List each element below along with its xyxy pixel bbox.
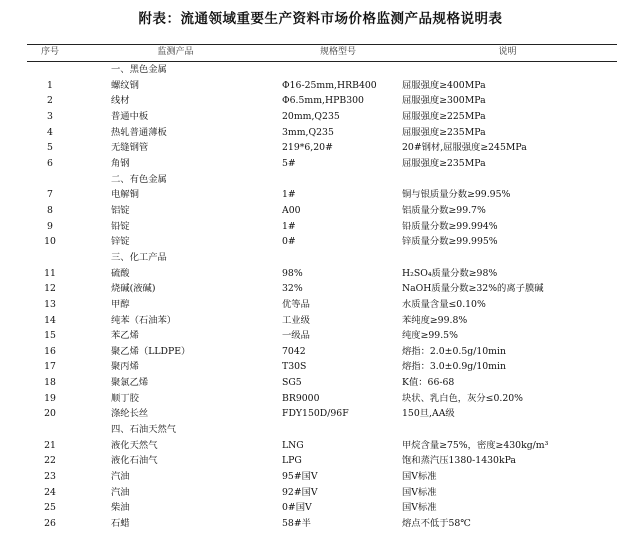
table-row — [27, 406, 617, 422]
description: 屈服强度≥400MPa — [402, 79, 486, 91]
spec-model: 0#国Ⅴ — [282, 502, 312, 514]
description: 国Ⅴ标准 — [402, 502, 437, 514]
description: 铜与银质量分数≥99.95% — [402, 189, 511, 201]
spec-model: 58#半 — [282, 518, 311, 530]
spec-model: Φ6.5mm,HPB300 — [282, 95, 364, 107]
description: 屈服强度≥300MPa — [402, 95, 486, 107]
product-name: 石蜡 — [111, 518, 130, 530]
row-number: 9 — [47, 220, 53, 232]
spec-model: 95#国Ⅴ — [282, 471, 318, 483]
spec-model: 98% — [282, 267, 303, 279]
row-number: 1 — [47, 79, 53, 91]
spec-model: 3mm,Q235 — [282, 126, 334, 138]
description: 饱和蒸汽压1380-1430kPa — [402, 455, 516, 467]
spec-model: 92#国Ⅴ — [282, 486, 318, 498]
row-number: 11 — [44, 267, 56, 279]
product-name: 角钢 — [111, 157, 130, 169]
spec-model: 7042 — [282, 345, 306, 357]
product-name: 聚乙烯（LLDPE） — [111, 345, 191, 357]
description: 铅质量分数≥99.994% — [402, 220, 498, 232]
description: 铝质量分数≥99.7% — [402, 204, 486, 216]
category-no-cell — [27, 172, 73, 188]
description: 甲烷含量≥75%，密度≥430kg/m³ — [402, 439, 549, 451]
category-no-cell — [27, 250, 73, 266]
table-header-row — [27, 45, 617, 62]
product-name: 甲醇 — [111, 298, 130, 310]
table-row — [27, 78, 617, 94]
row-number: 21 — [44, 439, 56, 451]
table-row — [27, 485, 617, 501]
row-number: 19 — [44, 392, 56, 404]
product-name: 纯苯（石油苯） — [111, 314, 177, 326]
spec-model: BR9000 — [282, 392, 320, 404]
product-name: 无缝钢管 — [111, 142, 149, 154]
description: 水质量含量≤0.10% — [402, 298, 486, 310]
table-row — [27, 313, 617, 329]
table-row — [27, 297, 617, 313]
row-number: 4 — [47, 126, 53, 138]
description: 国Ⅴ标准 — [402, 486, 437, 498]
product-name: 电解铜 — [111, 189, 139, 201]
category-row — [27, 62, 617, 78]
table-row — [27, 203, 617, 219]
table-row — [27, 328, 617, 344]
row-number: 22 — [44, 455, 56, 467]
product-name: 普通中板 — [111, 110, 149, 122]
spec-model: FDY150D/96F — [282, 408, 349, 420]
description: 块状、乳白色，灰分≤0.20% — [402, 392, 523, 404]
product-name: 线材 — [111, 95, 130, 107]
spec-model: 20mm,Q235 — [282, 110, 340, 122]
table-body — [27, 62, 617, 532]
row-number: 26 — [44, 518, 56, 530]
header-desc: 说明 — [398, 45, 617, 62]
category-label: 一、黑色金属 — [111, 64, 167, 75]
row-number: 3 — [47, 110, 53, 122]
category-no-cell — [27, 422, 73, 438]
table-row — [27, 125, 617, 141]
product-name: 柴油 — [111, 502, 130, 514]
description: 屈服强度≥225MPa — [402, 110, 486, 122]
product-name: 铅锭 — [111, 220, 130, 232]
product-name: 液化天然气 — [111, 439, 158, 451]
product-name: 铝锭 — [111, 204, 130, 216]
spec-model: SG5 — [282, 377, 302, 389]
spec-model: Φ16-25mm,HRB400 — [282, 79, 377, 91]
product-name: 液化石油气 — [111, 455, 158, 467]
spec-model: 工业级 — [282, 314, 310, 326]
table-row — [27, 516, 617, 532]
header-product: 监测产品 — [73, 45, 278, 62]
table-row — [27, 281, 617, 297]
product-name: 苯乙烯 — [111, 330, 139, 342]
row-number: 16 — [44, 345, 56, 357]
row-number: 5 — [47, 142, 53, 154]
product-name: 涤纶长丝 — [111, 408, 149, 420]
table-row — [27, 438, 617, 454]
description: 屈服强度≥235MPa — [402, 126, 486, 138]
product-name: 螺纹钢 — [111, 79, 139, 91]
header-no: 序号 — [27, 45, 73, 62]
description: 熔指：3.0±0.9g/10min — [402, 361, 506, 373]
product-name: 硫酸 — [111, 267, 130, 279]
spec-model: A00 — [282, 204, 301, 216]
description: K值：66-68 — [402, 377, 455, 389]
product-name: 汽油 — [111, 471, 130, 483]
description: 熔点不低于58℃ — [402, 518, 471, 530]
description: 锌质量分数≥99.995% — [402, 236, 498, 248]
description: 150旦,AA级 — [402, 408, 455, 420]
table-row — [27, 344, 617, 360]
table-row — [27, 359, 617, 375]
product-name: 聚丙烯 — [111, 361, 139, 373]
table-row — [27, 469, 617, 485]
row-number: 20 — [44, 408, 56, 420]
description: 纯度≥99.5% — [402, 330, 458, 342]
table-row — [27, 93, 617, 109]
category-row — [27, 250, 617, 266]
row-number: 25 — [44, 502, 56, 514]
table-row — [27, 375, 617, 391]
spec-model: 1# — [282, 189, 296, 201]
header-spec: 规格型号 — [278, 45, 398, 62]
table-row — [27, 219, 617, 235]
description: 国Ⅴ标准 — [402, 471, 437, 483]
category-row — [27, 172, 617, 188]
row-number: 24 — [44, 486, 56, 498]
table-row — [27, 453, 617, 469]
row-number: 18 — [44, 377, 56, 389]
description: 20#钢材,屈服强度≥245MPa — [402, 142, 527, 154]
category-label: 二、有色金属 — [111, 173, 167, 185]
row-number: 12 — [44, 283, 56, 295]
category-label: 四、石油天然气 — [111, 424, 177, 436]
spec-model: 5# — [282, 157, 296, 169]
spec-model: T30S — [282, 361, 307, 373]
row-number: 6 — [47, 157, 53, 169]
description: NaOH质量分数≥32%的离子膜碱 — [402, 283, 544, 295]
description: 苯纯度≥99.8% — [402, 314, 468, 326]
row-number: 15 — [44, 330, 56, 342]
row-number: 13 — [44, 298, 56, 310]
spec-model: 一级品 — [282, 330, 310, 342]
table-row — [27, 234, 617, 250]
row-number: 23 — [44, 471, 56, 483]
table-row — [27, 500, 617, 516]
row-number: 17 — [44, 361, 56, 373]
table-row — [27, 266, 617, 282]
spec-model: LPG — [282, 455, 302, 467]
table-row — [27, 156, 617, 172]
description: 熔指：2.0±0.5g/10min — [402, 345, 506, 357]
product-name: 顺丁胶 — [111, 392, 139, 404]
table-row — [27, 187, 617, 203]
spec-model: LNG — [282, 439, 304, 451]
table-row — [27, 391, 617, 407]
document-title: 附表：流通领域重要生产资料市场价格监测产品规格说明表 — [138, 11, 503, 27]
spec-model: 1# — [282, 220, 296, 232]
product-name: 烧碱(液碱) — [111, 283, 156, 295]
table-row — [27, 140, 617, 156]
row-number: 8 — [47, 204, 53, 216]
product-name: 热轧普通薄板 — [111, 126, 167, 138]
spec-model: 优等品 — [282, 298, 310, 310]
product-name: 汽油 — [111, 486, 130, 498]
description: 屈服强度≥235MPa — [402, 157, 486, 169]
table-row — [27, 109, 617, 125]
description: H₂SO₄质量分数≥98% — [402, 267, 498, 279]
row-number: 2 — [47, 95, 53, 107]
category-row — [27, 422, 617, 438]
product-name: 聚氯乙烯 — [111, 377, 149, 389]
spec-table — [27, 44, 617, 532]
row-number: 7 — [47, 189, 53, 201]
spec-model: 219*6,20# — [282, 142, 333, 154]
row-number: 14 — [44, 314, 56, 326]
category-label: 三、化工产品 — [111, 251, 167, 263]
spec-model: 0# — [282, 236, 296, 248]
spec-model: 32% — [282, 283, 303, 295]
product-name: 锌锭 — [111, 236, 130, 248]
category-no-cell — [27, 62, 73, 78]
row-number: 10 — [44, 236, 56, 248]
